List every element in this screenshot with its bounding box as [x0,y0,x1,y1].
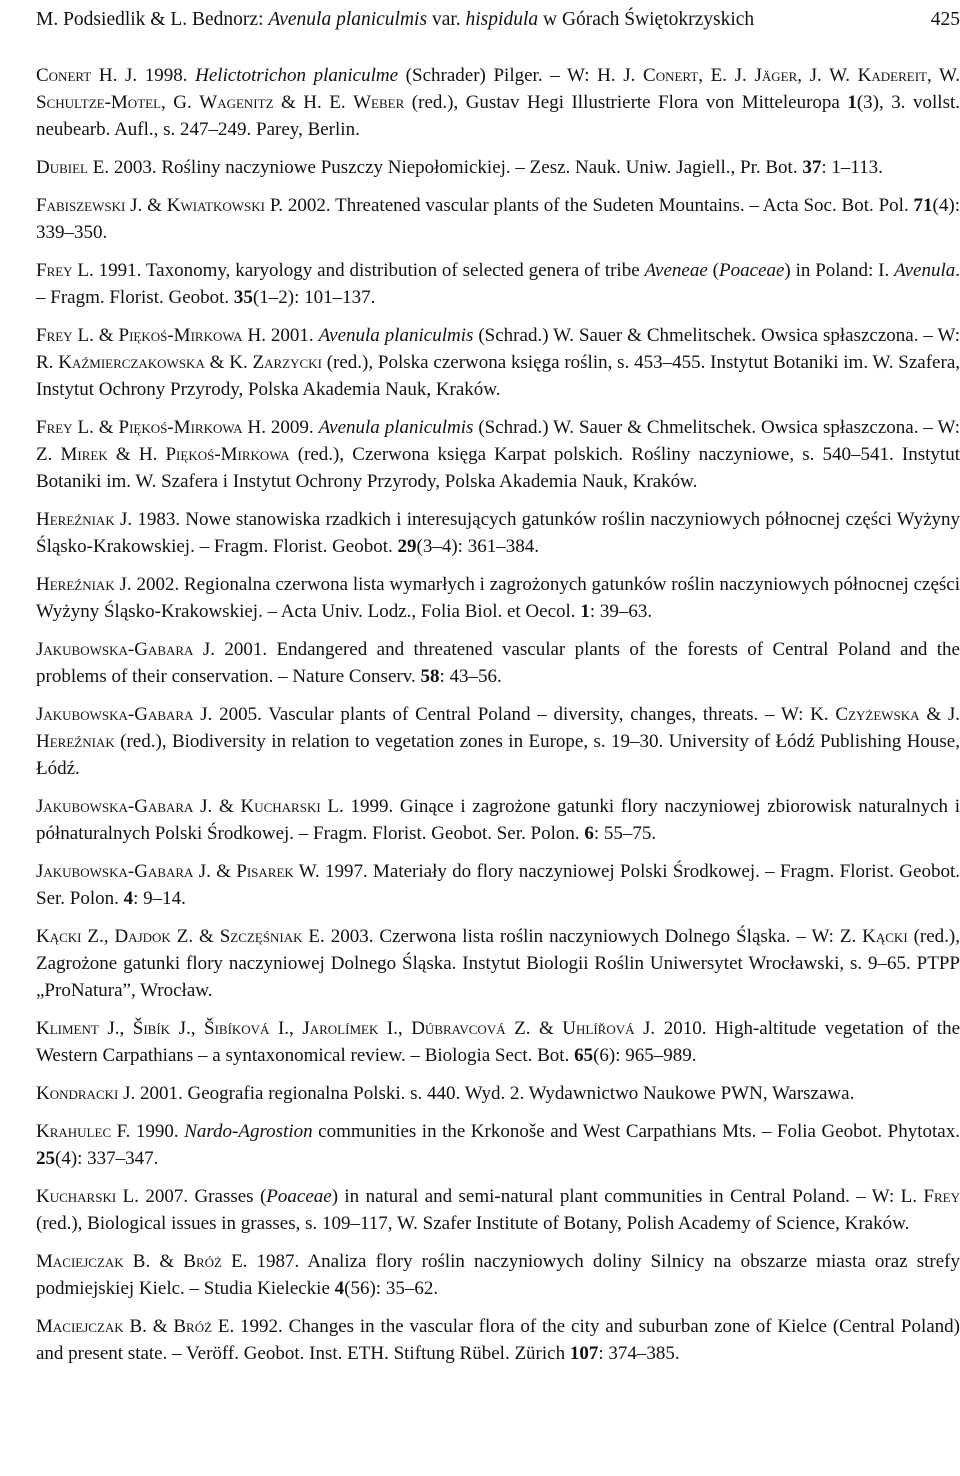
page-number: 425 [930,9,960,30]
reference-text: . – Fragm. Florist. Geobot. [36,260,960,308]
reference-author: Hereźniak [36,574,115,595]
reference-author: Jäger [754,65,798,86]
reference-volume: 6 [584,823,594,844]
reference-entry [36,414,960,495]
reference-text: ) in Poland: I. [784,260,895,281]
reference-text: L. 1999. Ginące i zagrożone gatunki flory naczyniowej zbiorowisk naturalnych i półnaturalnych Polski Środkowej. – Fragm. Florist. Geobot. Ser. Polon. [36,796,960,844]
reference-author: Maciejczak [36,1251,124,1272]
reference-text: , G. [161,92,200,113]
reference-taxon: Avenula [894,260,956,281]
reference-author: Kliment [36,1018,99,1039]
reference-text: communities in the Krkonoše and West Carpathians Mts. – Folia Geobot. Phytotax. [312,1121,960,1142]
reference-volume: 25 [36,1148,55,1169]
reference-taxon: Aveneae [644,260,708,281]
reference-text: (red.), Czerwona księga Karpat polskich. Rośliny naczyniowe, s. 540–541. Instytut Botaniki im. W. Szafera i Instytut Ochrony Przyrody, Polska Akademia Nauk, Kraków. [36,444,960,492]
reference-entry [36,636,960,690]
reference-text: L. & [72,417,119,438]
reference-author: Pisarek [236,861,294,882]
reference-text: (56): 35–62. [344,1278,439,1299]
reference-volume: 1 [847,92,857,113]
reference-text: E. 1992. Changes in the vascular flora of the city and suburban zone of Kielce (Central Poland) and present state. – Veröff. Geobot. Inst. ETH. Stiftung Rübel. Zürich [36,1316,960,1364]
reference-author: Mirek [60,444,108,465]
reference-volume: 65 [574,1045,594,1066]
reference-author: Conert [643,65,699,86]
reference-text: J. 2010. High-altitude vegetation of the Western Carpathians – a syntaxonomical review. – Biologia Sect. Bot. [36,1018,960,1066]
reference-text: ( [707,260,719,281]
reference-text: ) in natural and semi-natural plant communities in Central Poland. – W: L. [331,1186,924,1207]
reference-text: : 39–63. [589,601,653,622]
reference-text: Z., [81,926,115,947]
reference-text: I., [269,1018,303,1039]
reference-list [36,62,960,1367]
reference-author: Piękoś-Mirkowa [165,444,290,465]
reference-text: (red.), Gustav Hegi Illustrierte Flora von Mitteleuropa [404,92,848,113]
reference-text: (4): 339–350. [36,195,960,243]
reference-author: Bróż [173,1316,213,1337]
reference-text: J., [98,1018,133,1039]
reference-author: Kącki [862,926,908,947]
reference-text: (Schrader) Pilger. – W: H. J. [398,65,644,86]
reference-text: : 1–113. [821,157,883,178]
reference-text: E. 2003. Rośliny naczyniowe Puszczy Niepołomickiej. – Zesz. Nauk. Uniw. Jagiell., Pr. Bot. [88,157,803,178]
reference-text: J. & [125,195,167,216]
reference-text: I., [378,1018,412,1039]
reference-text: P. 2002. Threatened vascular plants of the Sudeten Mountains. – Acta Soc. Bot. Pol. [264,195,914,216]
reference-entry [36,1313,960,1367]
reference-volume: 29 [397,536,417,557]
reference-volume: 37 [802,157,822,178]
reference-text: F. 1990. [111,1121,185,1142]
reference-taxon: Helictotrichon planiculme [195,65,399,86]
reference-text: B. & [123,1251,184,1272]
reference-text: J. 2001. Endangered and threatened vascular plants of the forests of Central Poland and the problems of their conservation. – Nature Conserv. [36,639,960,687]
reference-text: H. J. 1998. [91,65,196,86]
reference-text: E. 2003. Czerwona lista roślin naczyniowych Dolnego Śląska. – W: Z. [302,926,863,947]
reference-author: Conert [36,65,92,86]
reference-author: Schultze-Motel [36,92,162,113]
reference-author: Hereźniak [36,509,115,530]
reference-text: & H. [107,444,166,465]
reference-text: H. 2001. [242,325,319,346]
reference-text: (3–4): 361–384. [416,536,539,557]
reference-author: Jarolímek [302,1018,379,1039]
reference-volume: 4 [123,888,134,909]
reference-author: Jakubowska-Gabara [36,861,194,882]
reference-text: E. 1987. Analiza flory roślin naczyniowych doliny Silnicy na obszarze miasta oraz strefy podmiejskiej Kielc. – Studia Kieleckie [36,1251,960,1299]
reference-text: L. 1991. Taxonomy, karyology and distribution of selected genera of tribe [72,260,645,281]
reference-text: & K. [204,352,253,373]
reference-author: Kącki [36,926,82,947]
reference-text: : 374–385. [598,1343,680,1364]
reference-text: B. & [123,1316,174,1337]
reference-author: Kucharski [36,1186,117,1207]
reference-entry [36,701,960,782]
reference-text: , W. [927,65,960,86]
reference-text: H. 2009. [242,417,319,438]
reference-taxon: Poaceae [718,260,785,281]
reference-taxon: Nardo-Agrostion [184,1121,313,1142]
reference-text: (red.), Polska czerwona księga roślin, s. 453–455. Instytut Botaniki im. W. Szafera, Instytut Ochrony Przyrody, Polska Akademia Nauk, Kraków. [36,352,960,400]
reference-text: L. 2007. Grasses ( [116,1186,267,1207]
reference-volume: 71 [913,195,933,216]
reference-volume: 107 [569,1343,599,1364]
reference-author: Šibík [132,1018,171,1039]
reference-author: Szczęśniak [219,926,303,947]
reference-text: (6): 965–989. [593,1045,697,1066]
reference-text: J., [170,1018,204,1039]
reference-author: Zarzycki [252,352,322,373]
header-authors: M. Podsiedlik & L. Bednorz: [36,9,269,30]
reference-text: J. & [193,861,237,882]
header-species: Avenula planiculmis [268,9,428,30]
reference-text: : 55–75. [593,823,657,844]
reference-entry [36,62,960,143]
reference-author: Kondracki [36,1083,119,1104]
reference-author: Šibíková [204,1018,270,1039]
reference-volume: 58 [420,666,440,687]
reference-author: Wagenitz [199,92,274,113]
reference-entry [36,1118,960,1172]
reference-text: L. & [72,325,119,346]
reference-text: J. 2002. Regionalna czerwona lista wymarłych i zagrożonych gatunków roślin naczyniowych północnej części Wyżyny Śląsko-Krakowskiej. – Acta Univ. Lodz., Folia Biol. et Oecol. [36,574,960,622]
reference-entry [36,571,960,625]
reference-text: W. 1997. Materiały do flory naczyniowej Polski Środkowej. – Fragm. Florist. Geobot. Ser. Polon. [36,861,960,909]
reference-entry [36,858,960,912]
reference-text: (Schrad.) W. Sauer & Chmelitschek. Owsica spłaszczona. – W: R. [36,325,960,373]
header-location: w Górach Świętokrzyskich [538,9,755,30]
header-var: var. [427,9,466,30]
reference-text: & H. E. [273,92,354,113]
reference-author: Czyżewska [835,704,920,725]
reference-entry [36,1080,960,1107]
reference-author: Dúbravcová [411,1018,506,1039]
reference-author: Piękoś-Mirkowa [118,417,243,438]
reference-text: (red.), Biological issues in grasses, s. 109–117, W. Szafer Institute of Botany, Polish Academy of Science, Kraków. [36,1213,910,1234]
reference-author: Krahulec [36,1121,112,1142]
reference-entry [36,793,960,847]
reference-volume: 4 [334,1278,345,1299]
reference-author: Kaźmierczakowska [58,352,205,373]
reference-author: Frey [36,260,73,281]
reference-text: J. & [193,796,241,817]
reference-author: Uhlířová [562,1018,635,1039]
reference-text: (1–2): 101–137. [252,287,376,308]
reference-text: (Schrad.) W. Sauer & Chmelitschek. Owsica spłaszczona. – W: Z. [36,417,960,465]
reference-entry [36,192,960,246]
reference-author: Jakubowska-Gabara [36,704,194,725]
reference-taxon: Avenula planiculmis [318,325,474,346]
header-variety: hispidula [465,9,539,30]
reference-entry [36,257,960,311]
reference-entry [36,923,960,1004]
reference-text: : 9–14. [133,888,186,909]
reference-taxon: Poaceae [266,1186,332,1207]
reference-text: J. 2005. Vascular plants of Central Poland – diversity, changes, threats. – W: K. [193,704,836,725]
reference-author: Dubiel [36,157,88,178]
reference-entry [36,322,960,403]
reference-text: (red.), Zagrożone gatunki flory naczyniowej Dolnego Śląska. Instytut Biologii Roślin Uniwersytet Wrocławski, s. 9–65. PTPP „ProNatura”, Wrocław. [36,926,960,1001]
reference-author: Kwiatkowski [166,195,265,216]
reference-text: : 43–56. [439,666,502,687]
reference-entry [36,1183,960,1237]
reference-author: Frey [36,325,73,346]
reference-author: Fabiszewski [36,195,126,216]
reference-text: & J. [919,704,960,725]
reference-entry [36,1248,960,1302]
reference-entry [36,154,960,181]
reference-text: , J. W. [797,65,858,86]
reference-taxon: Avenula planiculmis [318,417,474,438]
reference-text: (3), 3. vollst. neubearb. Aufl., s. 247–249. Parey, Berlin. [36,92,960,140]
reference-author: Dajdok [114,926,171,947]
reference-text: J. 2001. Geografia regionalna Polski. s. 440. Wyd. 2. Wydawnictwo Naukowe PWN, Warszawa. [118,1083,855,1104]
reference-author: Frey [923,1186,960,1207]
reference-entry [36,506,960,560]
running-header [36,6,960,34]
reference-text: , E. J. [698,65,755,86]
reference-author: Kucharski [240,796,321,817]
reference-author: Jakubowska-Gabara [36,796,194,817]
reference-author: Frey [36,417,73,438]
reference-author: Jakubowska-Gabara [36,639,194,660]
reference-text: Z. & [505,1018,563,1039]
reference-author: Maciejczak [36,1316,124,1337]
reference-text: Z. & [170,926,220,947]
reference-author: Hereźniak [36,731,115,752]
reference-volume: 35 [233,287,253,308]
reference-text: J. 1983. Nowe stanowiska rzadkich i interesujących gatunków roślin naczyniowych północnej części Wyżyny Śląsko-Krakowskiej. – Fragm. Florist. Geobot. [36,509,960,557]
reference-text: (4): 337–347. [55,1148,159,1169]
reference-entry [36,1015,960,1069]
reference-author: Bróż [183,1251,222,1272]
reference-author: Kadereit [857,65,927,86]
reference-author: Weber [353,92,405,113]
reference-volume: 1 [580,601,590,622]
reference-author: Piękoś-Mirkowa [118,325,243,346]
reference-text: (red.), Biodiversity in relation to vegetation zones in Europe, s. 19–30. University of Łódź Publishing House, Łódź. [36,731,960,779]
